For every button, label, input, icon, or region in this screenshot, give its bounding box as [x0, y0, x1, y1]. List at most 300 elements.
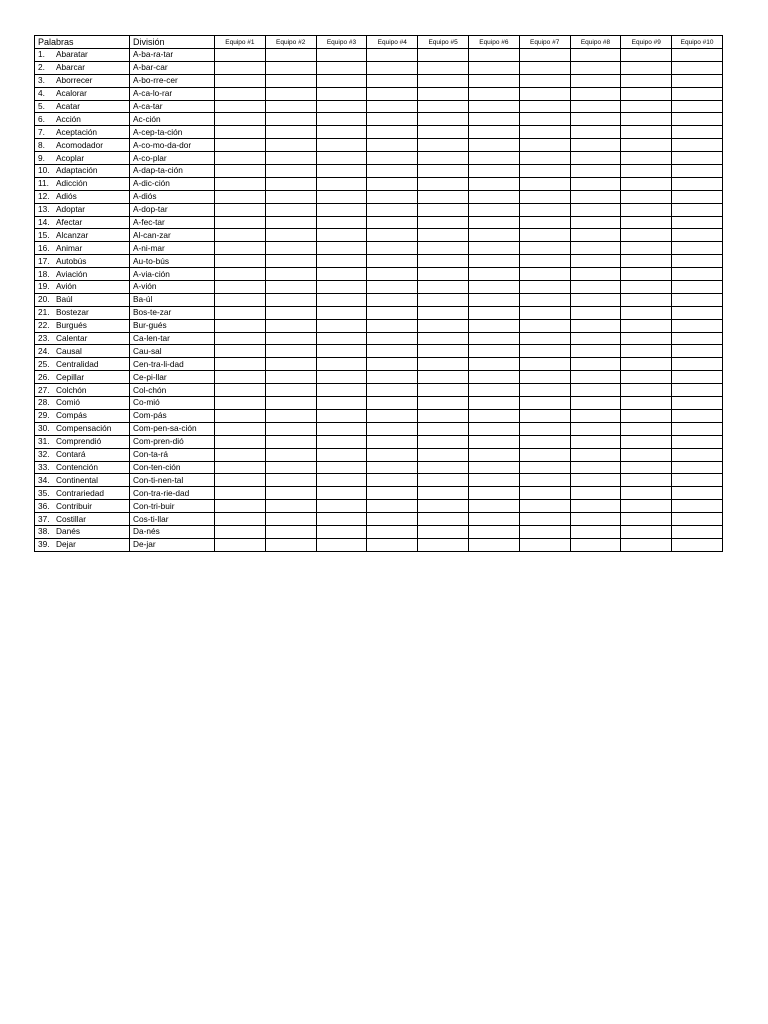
word-text: Comprendió [56, 436, 102, 447]
team-score-cell-5 [418, 100, 469, 113]
team-score-cell-3 [316, 448, 367, 461]
team-score-cell-9 [621, 306, 672, 319]
team-score-cell-6 [468, 126, 519, 139]
team-score-cell-8 [570, 242, 621, 255]
team-score-cell-4 [367, 500, 418, 513]
division-cell: Cau-sal [130, 345, 215, 358]
team-score-cell-5 [418, 448, 469, 461]
row-number: 7. [38, 126, 45, 137]
header-team-8: Equipo #8 [570, 36, 621, 49]
team-score-cell-6 [468, 255, 519, 268]
team-score-cell-1 [215, 255, 266, 268]
team-score-cell-5 [418, 293, 469, 306]
team-score-cell-9 [621, 126, 672, 139]
team-score-cell-1 [215, 409, 266, 422]
team-score-cell-2 [265, 409, 316, 422]
team-score-cell-3 [316, 49, 367, 62]
word-text: Acalorar [56, 88, 87, 99]
word-text: Adicción [56, 178, 88, 189]
division-cell: A-cep-ta-ción [130, 126, 215, 139]
team-score-cell-8 [570, 461, 621, 474]
team-score-cell-6 [468, 139, 519, 152]
team-score-cell-8 [570, 397, 621, 410]
team-score-cell-10 [672, 422, 723, 435]
team-score-cell-3 [316, 345, 367, 358]
row-number: 11. [38, 178, 49, 189]
table-row [35, 49, 723, 62]
team-score-cell-3 [316, 100, 367, 113]
word-cell [35, 268, 130, 281]
team-score-cell-2 [265, 435, 316, 448]
team-score-cell-5 [418, 126, 469, 139]
division-cell: A-ca-lo-rar [130, 87, 215, 100]
team-score-cell-8 [570, 435, 621, 448]
word-cell [35, 229, 130, 242]
team-score-cell-9 [621, 87, 672, 100]
team-score-cell-10 [672, 165, 723, 178]
word-cell [35, 384, 130, 397]
team-score-cell-4 [367, 268, 418, 281]
team-score-cell-8 [570, 139, 621, 152]
word-text: Adaptación [56, 165, 98, 176]
team-score-cell-8 [570, 268, 621, 281]
word-cell [35, 409, 130, 422]
team-score-cell-10 [672, 358, 723, 371]
team-score-cell-2 [265, 203, 316, 216]
team-score-cell-4 [367, 332, 418, 345]
table-row [35, 177, 723, 190]
table-row [35, 397, 723, 410]
word-text: Adiós [56, 191, 77, 202]
team-score-cell-5 [418, 203, 469, 216]
team-score-cell-8 [570, 203, 621, 216]
team-score-cell-9 [621, 384, 672, 397]
team-score-cell-4 [367, 293, 418, 306]
division-cell: A-via-ción [130, 268, 215, 281]
row-number: 19. [38, 281, 50, 292]
team-score-cell-6 [468, 242, 519, 255]
team-score-cell-4 [367, 345, 418, 358]
team-score-cell-6 [468, 281, 519, 294]
team-score-cell-1 [215, 358, 266, 371]
team-score-cell-7 [519, 216, 570, 229]
word-cell [35, 332, 130, 345]
table-row [35, 165, 723, 178]
word-text: Aviación [56, 268, 88, 279]
word-cell [35, 126, 130, 139]
team-score-cell-6 [468, 384, 519, 397]
team-score-cell-4 [367, 306, 418, 319]
division-cell: A-fec-tar [130, 216, 215, 229]
team-score-cell-9 [621, 74, 672, 87]
word-cell [35, 139, 130, 152]
division-cell: Ba-úl [130, 293, 215, 306]
team-score-cell-10 [672, 461, 723, 474]
table-row [35, 74, 723, 87]
team-score-cell-3 [316, 165, 367, 178]
team-score-cell-9 [621, 152, 672, 165]
team-score-cell-6 [468, 100, 519, 113]
team-score-cell-3 [316, 306, 367, 319]
division-cell: Al-can-zar [130, 229, 215, 242]
team-score-cell-9 [621, 358, 672, 371]
team-score-cell-7 [519, 513, 570, 526]
team-score-cell-2 [265, 384, 316, 397]
header-team-4: Equipo #4 [367, 36, 418, 49]
division-cell: A-bo-rre-cer [130, 74, 215, 87]
division-cell: Com-pen-sa-ción [130, 422, 215, 435]
header-team-7: Equipo #7 [519, 36, 570, 49]
word-cell [35, 177, 130, 190]
table-row [35, 306, 723, 319]
team-score-cell-10 [672, 74, 723, 87]
team-score-cell-6 [468, 49, 519, 62]
division-cell: A-dap-ta-ción [130, 165, 215, 178]
team-score-cell-6 [468, 358, 519, 371]
team-score-cell-6 [468, 74, 519, 87]
word-cell [35, 448, 130, 461]
team-score-cell-1 [215, 384, 266, 397]
team-score-cell-7 [519, 332, 570, 345]
team-score-cell-5 [418, 177, 469, 190]
team-score-cell-9 [621, 229, 672, 242]
team-score-cell-1 [215, 165, 266, 178]
team-score-cell-2 [265, 49, 316, 62]
word-text: Autobús [56, 255, 87, 266]
team-score-cell-3 [316, 435, 367, 448]
team-score-cell-5 [418, 435, 469, 448]
team-score-cell-10 [672, 126, 723, 139]
team-score-cell-8 [570, 384, 621, 397]
team-score-cell-4 [367, 229, 418, 242]
word-text: Acoplar [56, 152, 85, 163]
table-row [35, 384, 723, 397]
team-score-cell-10 [672, 487, 723, 500]
team-score-cell-5 [418, 242, 469, 255]
team-score-cell-10 [672, 87, 723, 100]
team-score-cell-10 [672, 306, 723, 319]
team-score-cell-5 [418, 397, 469, 410]
table-row [35, 525, 723, 538]
team-score-cell-2 [265, 74, 316, 87]
row-number: 38. [38, 526, 50, 537]
table-row [35, 216, 723, 229]
word-text: Acción [56, 113, 81, 124]
team-score-cell-10 [672, 152, 723, 165]
team-score-cell-2 [265, 538, 316, 551]
word-cell [35, 242, 130, 255]
team-score-cell-1 [215, 448, 266, 461]
team-score-cell-3 [316, 281, 367, 294]
team-score-cell-9 [621, 177, 672, 190]
team-score-cell-2 [265, 293, 316, 306]
team-score-cell-6 [468, 216, 519, 229]
team-score-cell-4 [367, 371, 418, 384]
team-score-cell-5 [418, 474, 469, 487]
team-score-cell-1 [215, 500, 266, 513]
row-number: 16. [38, 242, 50, 253]
header-words: Palabras [35, 36, 130, 49]
team-score-cell-2 [265, 345, 316, 358]
row-number: 21. [38, 307, 50, 318]
word-cell [35, 190, 130, 203]
team-score-cell-10 [672, 100, 723, 113]
team-score-cell-7 [519, 190, 570, 203]
team-score-cell-9 [621, 448, 672, 461]
table-row [35, 513, 723, 526]
team-score-cell-4 [367, 435, 418, 448]
team-score-cell-5 [418, 500, 469, 513]
division-cell: A-co-mo-da-dor [130, 139, 215, 152]
row-number: 20. [38, 294, 50, 305]
team-score-cell-10 [672, 242, 723, 255]
team-score-cell-4 [367, 409, 418, 422]
team-score-cell-2 [265, 461, 316, 474]
word-cell [35, 100, 130, 113]
team-score-cell-5 [418, 422, 469, 435]
team-score-cell-6 [468, 293, 519, 306]
team-score-cell-4 [367, 152, 418, 165]
word-cell [35, 216, 130, 229]
word-cell [35, 371, 130, 384]
team-score-cell-6 [468, 113, 519, 126]
table-row [35, 268, 723, 281]
team-score-cell-7 [519, 49, 570, 62]
team-score-cell-8 [570, 332, 621, 345]
team-score-cell-6 [468, 319, 519, 332]
division-cell: Au-to-bús [130, 255, 215, 268]
team-score-cell-5 [418, 384, 469, 397]
team-score-cell-9 [621, 319, 672, 332]
team-score-cell-4 [367, 190, 418, 203]
table-row [35, 332, 723, 345]
division-cell: Ac-ción [130, 113, 215, 126]
team-score-cell-8 [570, 216, 621, 229]
team-score-cell-8 [570, 513, 621, 526]
team-score-cell-7 [519, 538, 570, 551]
table-row [35, 538, 723, 551]
team-score-cell-3 [316, 371, 367, 384]
team-score-cell-9 [621, 332, 672, 345]
team-score-cell-6 [468, 474, 519, 487]
word-division-table [34, 35, 723, 552]
team-score-cell-8 [570, 293, 621, 306]
division-cell: Con-ti-nen-tal [130, 474, 215, 487]
division-cell: Ca-len-tar [130, 332, 215, 345]
header-team-1: Equipo #1 [215, 36, 266, 49]
header-team-9: Equipo #9 [621, 36, 672, 49]
team-score-cell-9 [621, 538, 672, 551]
division-cell: Com-pren-dió [130, 435, 215, 448]
header-team-3: Equipo #3 [316, 36, 367, 49]
team-score-cell-10 [672, 384, 723, 397]
team-score-cell-4 [367, 538, 418, 551]
team-score-cell-7 [519, 487, 570, 500]
team-score-cell-4 [367, 384, 418, 397]
team-score-cell-8 [570, 126, 621, 139]
word-text: Acomodador [56, 139, 104, 150]
team-score-cell-1 [215, 525, 266, 538]
team-score-cell-5 [418, 409, 469, 422]
team-score-cell-10 [672, 435, 723, 448]
word-cell [35, 513, 130, 526]
team-score-cell-9 [621, 487, 672, 500]
word-text: Colchón [56, 384, 87, 395]
team-score-cell-5 [418, 190, 469, 203]
team-score-cell-10 [672, 319, 723, 332]
team-score-cell-9 [621, 345, 672, 358]
word-cell [35, 319, 130, 332]
team-score-cell-6 [468, 306, 519, 319]
team-score-cell-8 [570, 255, 621, 268]
team-score-cell-7 [519, 371, 570, 384]
word-text: Aborrecer [56, 75, 93, 86]
team-score-cell-9 [621, 61, 672, 74]
team-score-cell-1 [215, 203, 266, 216]
team-score-cell-4 [367, 61, 418, 74]
team-score-cell-3 [316, 525, 367, 538]
team-score-cell-9 [621, 474, 672, 487]
team-score-cell-7 [519, 61, 570, 74]
team-score-cell-8 [570, 74, 621, 87]
team-score-cell-4 [367, 216, 418, 229]
row-number: 27. [38, 384, 50, 395]
table-row [35, 474, 723, 487]
team-score-cell-1 [215, 538, 266, 551]
team-score-cell-9 [621, 435, 672, 448]
team-score-cell-7 [519, 242, 570, 255]
word-cell [35, 152, 130, 165]
team-score-cell-5 [418, 74, 469, 87]
table-row [35, 255, 723, 268]
team-score-cell-9 [621, 281, 672, 294]
team-score-cell-2 [265, 281, 316, 294]
row-number: 31. [38, 436, 50, 447]
team-score-cell-7 [519, 448, 570, 461]
division-cell: A-bar-car [130, 61, 215, 74]
row-number: 5. [38, 101, 45, 111]
word-text: Baúl [56, 294, 73, 305]
team-score-cell-6 [468, 448, 519, 461]
division-cell: A-ni-mar [130, 242, 215, 255]
division-cell: De-jar [130, 538, 215, 551]
team-score-cell-9 [621, 139, 672, 152]
table-row [35, 242, 723, 255]
table-row [35, 319, 723, 332]
team-score-cell-1 [215, 268, 266, 281]
team-score-cell-9 [621, 409, 672, 422]
word-text: Alcanzar [56, 229, 89, 240]
team-score-cell-1 [215, 435, 266, 448]
team-score-cell-2 [265, 242, 316, 255]
header-team-2: Equipo #2 [265, 36, 316, 49]
team-score-cell-10 [672, 229, 723, 242]
team-score-cell-3 [316, 409, 367, 422]
team-score-cell-3 [316, 319, 367, 332]
team-score-cell-10 [672, 332, 723, 345]
team-score-cell-9 [621, 525, 672, 538]
team-score-cell-6 [468, 203, 519, 216]
team-score-cell-6 [468, 61, 519, 74]
team-score-cell-7 [519, 525, 570, 538]
team-score-cell-2 [265, 487, 316, 500]
table-row [35, 345, 723, 358]
team-score-cell-8 [570, 281, 621, 294]
word-cell [35, 461, 130, 474]
team-score-cell-10 [672, 113, 723, 126]
team-score-cell-2 [265, 513, 316, 526]
team-score-cell-4 [367, 126, 418, 139]
team-score-cell-1 [215, 190, 266, 203]
team-score-cell-9 [621, 113, 672, 126]
team-score-cell-8 [570, 525, 621, 538]
team-score-cell-4 [367, 87, 418, 100]
team-score-cell-4 [367, 397, 418, 410]
team-score-cell-1 [215, 152, 266, 165]
team-score-cell-10 [672, 409, 723, 422]
team-score-cell-2 [265, 113, 316, 126]
team-score-cell-4 [367, 525, 418, 538]
team-score-cell-7 [519, 281, 570, 294]
word-cell [35, 203, 130, 216]
team-score-cell-1 [215, 113, 266, 126]
team-score-cell-6 [468, 500, 519, 513]
team-score-cell-9 [621, 190, 672, 203]
team-score-cell-7 [519, 203, 570, 216]
row-number: 3. [38, 75, 45, 86]
team-score-cell-4 [367, 165, 418, 178]
team-score-cell-3 [316, 513, 367, 526]
word-cell [35, 422, 130, 435]
team-score-cell-2 [265, 422, 316, 435]
row-number: 6. [38, 113, 45, 124]
row-number: 23. [38, 333, 50, 344]
row-number: 17. [38, 255, 50, 266]
team-score-cell-10 [672, 397, 723, 410]
team-score-cell-4 [367, 177, 418, 190]
team-score-cell-1 [215, 306, 266, 319]
team-score-cell-7 [519, 165, 570, 178]
team-score-cell-3 [316, 242, 367, 255]
team-score-cell-6 [468, 435, 519, 448]
division-cell: Col-chón [130, 384, 215, 397]
team-score-cell-3 [316, 384, 367, 397]
team-score-cell-4 [367, 487, 418, 500]
team-score-cell-9 [621, 500, 672, 513]
team-score-cell-3 [316, 126, 367, 139]
word-cell [35, 87, 130, 100]
row-number: 13. [38, 204, 50, 215]
team-score-cell-4 [367, 513, 418, 526]
team-score-cell-5 [418, 371, 469, 384]
word-text: Contribuir [56, 500, 92, 511]
team-score-cell-7 [519, 126, 570, 139]
word-cell [35, 281, 130, 294]
word-cell [35, 435, 130, 448]
team-score-cell-1 [215, 474, 266, 487]
row-number: 33. [38, 461, 50, 472]
team-score-cell-1 [215, 100, 266, 113]
team-score-cell-3 [316, 139, 367, 152]
team-score-cell-10 [672, 139, 723, 152]
team-score-cell-4 [367, 255, 418, 268]
row-number: 1. [38, 49, 45, 60]
table-row [35, 126, 723, 139]
table-header-row [35, 36, 723, 49]
team-score-cell-4 [367, 100, 418, 113]
team-score-cell-3 [316, 87, 367, 100]
word-cell [35, 538, 130, 551]
